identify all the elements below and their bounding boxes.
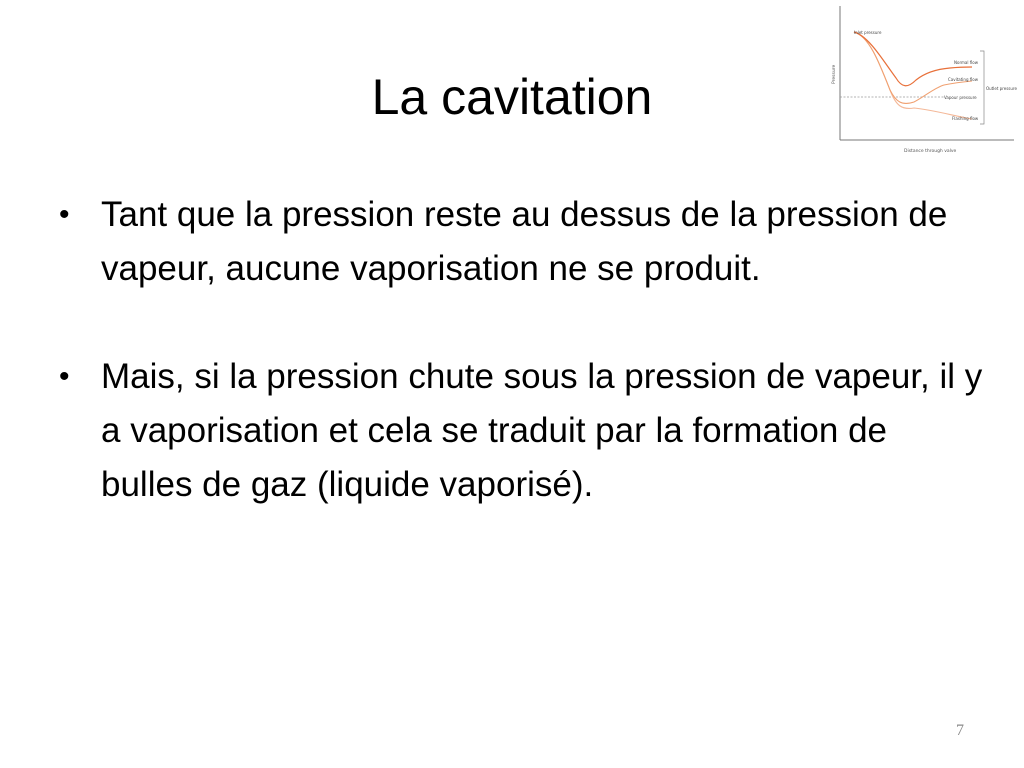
bullet-dot: •: [59, 198, 70, 231]
bullet-list: [55, 188, 985, 566]
bullet-dot: •: [59, 360, 70, 393]
normal-flow-label: Normal flow: [954, 60, 978, 65]
diagram-x-axis-label: Distance through valve: [904, 149, 957, 154]
slide-title: La cavitation: [371, 69, 653, 125]
diagram-y-axis-label: Pressure: [832, 64, 837, 84]
page-number: 7: [956, 722, 964, 739]
cavitation-pressure-diagram: [824, 2, 1018, 158]
flashing-flow-label: Flashing flow: [952, 116, 979, 121]
bullet-text-1: Tant que la pression reste au dessus de la pression de vapeur, aucune vaporisation ne se produit.: [101, 195, 948, 288]
cavitating-flow-label: Cavitating flow: [948, 77, 979, 82]
inlet-pressure-label: Inlet pressure: [854, 30, 882, 35]
bullet-item-1: [55, 188, 985, 296]
bullet-item-2: [55, 350, 985, 512]
bullet-text-2: Mais, si la pression chute sous la pression de vapeur, il y a vaporisation et cela se traduit par la formation de bulles de gaz (liquide vaporisé).: [101, 357, 983, 504]
vapour-pressure-label: Vapour pressure: [944, 95, 977, 100]
outlet-bracket: [980, 51, 984, 124]
outlet-pressure-label: Outlet pressure: [986, 86, 1017, 91]
